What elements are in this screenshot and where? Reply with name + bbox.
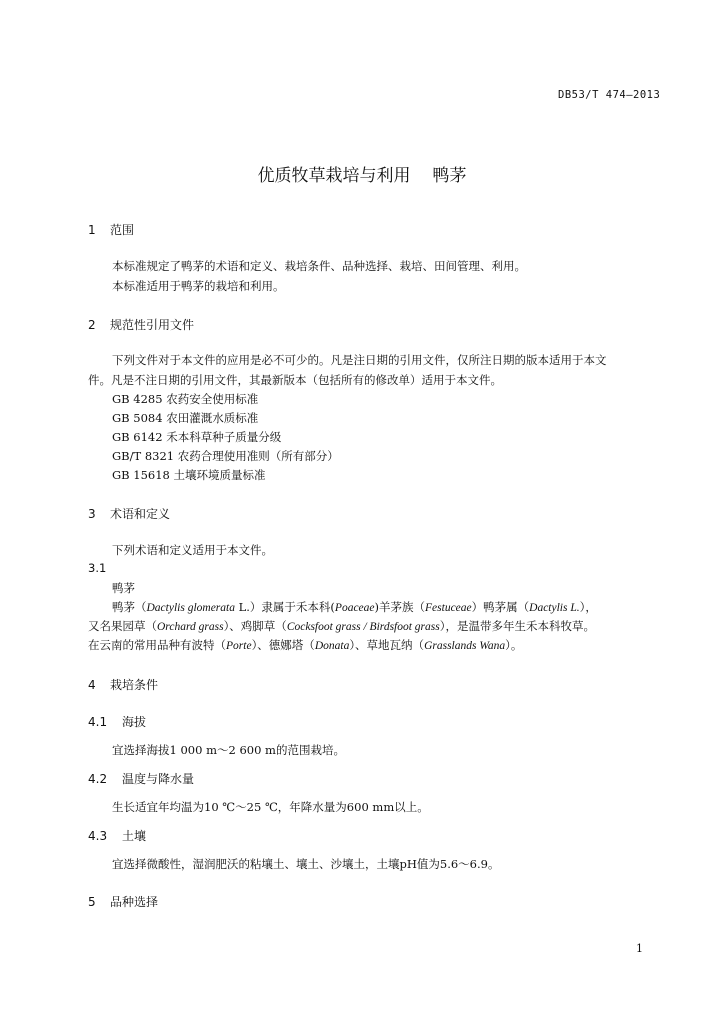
section-1-heading (88, 221, 134, 238)
subsection-number: 4.3 (88, 829, 108, 843)
section-title: 规范性引用文件 (110, 318, 195, 332)
text-run: ）、德娜塔（ (251, 638, 315, 652)
variety-name: Grasslands Wana (424, 640, 506, 652)
subsection-4-2-heading (88, 770, 194, 787)
term-definition-line-3 (88, 637, 522, 653)
text-run: 又名果园草（ (88, 619, 157, 633)
section-number: 4 (88, 678, 96, 692)
section-4-heading (88, 676, 158, 693)
text-run: ）。 (505, 638, 523, 652)
text-run: L.）隶属于禾本科( (234, 600, 335, 614)
section-number: 2 (88, 318, 96, 332)
text-run: ），是温带多年生禾本科牧草。 (439, 619, 595, 633)
page-title (0, 161, 724, 186)
s4-3-text: 宜选择微酸性，湿润肥沃的粘壤土、壤土、沙壤土，土壤pH值为5.6～6.9。 (112, 857, 500, 871)
subsection-4-3-heading (88, 827, 146, 844)
title-sub: 鸭茅 (432, 166, 467, 186)
latin-name: Poaceae (334, 602, 375, 614)
section-3-heading (88, 505, 170, 522)
s2-paragraph-line-1: 下列文件对于本文件的应用是必不可少的。凡是注日期的引用文件，仅所注日期的版本适用于本文 (112, 353, 607, 367)
subsection-number: 4.1 (88, 715, 108, 729)
reference-item: GB/T 8321 农药合理使用准则（所有部分） (112, 449, 339, 463)
term-definition-line-1 (112, 599, 597, 615)
variety-name: Porte (226, 640, 252, 652)
section-5-heading (88, 893, 158, 910)
title-main: 优质牧草栽培与利用 (257, 166, 411, 186)
text-run: )羊茅族（ (374, 600, 426, 614)
subsection-title: 海拔 (122, 715, 147, 729)
reference-item: GB 5084 农田灌溉水质标准 (112, 411, 259, 425)
text-run: ）、草地瓦纳（ (349, 638, 425, 652)
subsection-title: 温度与降水量 (122, 772, 195, 786)
s1-paragraph-1: 本标准规定了鸭茅的术语和定义、栽培条件、品种选择、栽培、田间管理、利用。 (112, 259, 526, 273)
page-number: 1 (636, 942, 643, 955)
s4-2-text: 生长适宜年均温为10 ℃～25 ℃，年降水量为600 mm以上。 (112, 800, 429, 814)
text-run: ）、鸡脚草（ (223, 619, 287, 633)
reference-item: GB 4285 农药安全使用标准 (112, 392, 259, 406)
text-run: ）， (579, 600, 597, 614)
s3-paragraph-1: 下列术语和定义适用于本文件。 (112, 543, 273, 557)
section-number: 1 (88, 223, 96, 237)
term-definition-line-2 (88, 618, 595, 634)
section-title: 栽培条件 (110, 678, 159, 692)
s2-paragraph-line-2: 件。凡是不注日期的引用文件，其最新版本（包括所有的修改单）适用于本文件。 (88, 373, 502, 387)
s4-1-text: 宜选择海拔1 000 m～2 600 m的范围栽培。 (112, 743, 345, 757)
section-number: 5 (88, 895, 96, 909)
reference-item: GB 6142 禾本科草种子质量分级 (112, 430, 282, 444)
text-run: 鸭茅（ (112, 600, 147, 614)
latin-name: Dactylis glomerata (146, 602, 235, 614)
common-name: Orchard grass (157, 621, 224, 633)
subsection-number: 4.2 (88, 772, 108, 786)
variety-name: Donata (314, 640, 350, 652)
section-title: 术语和定义 (110, 507, 171, 521)
subsection-4-1-heading (88, 713, 146, 730)
document-code-header: DB53/T 474—2013 (558, 89, 661, 101)
section-number: 3 (88, 507, 96, 521)
latin-name: Dactylis L. (529, 602, 580, 614)
reference-item: GB 15618 土壤环境质量标准 (112, 468, 266, 482)
term-name: 鸭茅 (112, 581, 135, 595)
text-run: 在云南的常用品种有波特（ (88, 638, 226, 652)
common-name: Cocksfoot grass / Birdsfoot grass (286, 621, 440, 633)
term-number: 3.1 (88, 561, 107, 575)
section-2-heading (88, 316, 194, 333)
latin-name: Festuceae (425, 602, 472, 614)
section-title: 品种选择 (110, 895, 159, 909)
text-run: ）鸭茅属（ (471, 600, 530, 614)
subsection-title: 土壤 (122, 829, 147, 843)
s1-paragraph-2: 本标准适用于鸭茅的栽培和利用。 (112, 279, 285, 293)
section-title: 范围 (110, 223, 135, 237)
